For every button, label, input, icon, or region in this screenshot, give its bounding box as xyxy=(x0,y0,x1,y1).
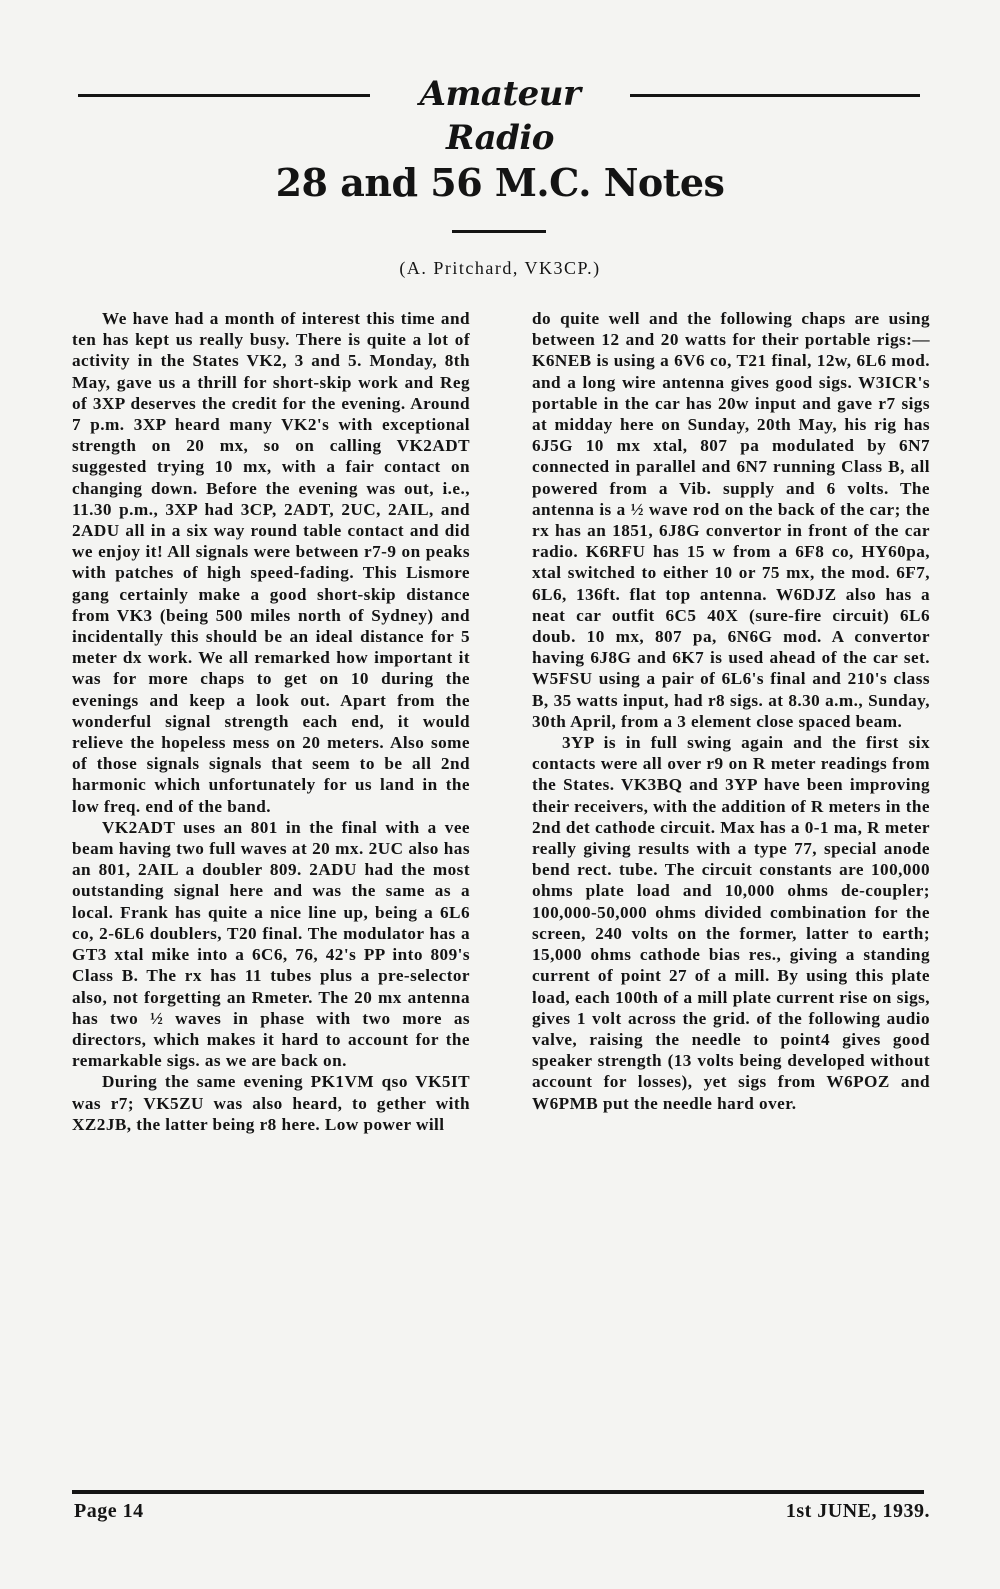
masthead-rule-right xyxy=(630,94,920,97)
page-number: Page 14 xyxy=(74,1500,144,1522)
masthead-logo: Amateur Radio xyxy=(419,74,581,158)
right-column xyxy=(532,308,930,1114)
footer-rule xyxy=(72,1490,924,1494)
article-title: 28 and 56 M.C. Notes xyxy=(275,160,725,205)
article-byline: (A. Pritchard, VK3CP.) xyxy=(399,258,601,278)
paragraph: VK2ADT uses an 801 in the final with a vee beam having two full waves at 20 mx. 2UC also has an 801, 2AIL a doubler 809. 2ADU had the most outstanding signal here and was the same as a local. Frank has quite a nice line up, being a 6L6 co, 2-6L6 doublers, T20 final. The modulator has a GT3 xtal mike into a 6C6, 76, 42's PP into 809's Class B. The rx has 11 tubes plus a pre-selector also, not forgetting an Rmeter. The 20 mx antenna has two ½ waves in phase with two more as directors, which makes it hard to account for the remarkable sigs. as we are back on. xyxy=(72,817,470,1071)
masthead-rule-left xyxy=(78,94,370,97)
left-column xyxy=(72,308,470,1135)
paragraph: 3YP is in full swing again and the first six contacts were all over r9 on R meter readings from the States. VK3BQ and 3YP have been improving their receivers, with the addition of R meters in the 2nd det cathode circuit. Max has a 0-1 ma, R meter really giving results with a type 77, special anode bend rect. tube. The circuit constants are 100,000 ohms plate load and 10,000 ohms de-coupler; 100,000-50,000 ohms divided combination for the screen, 240 volts on the former, latter to earth; 15,000 ohms cathode bias res., giving a standing current of point 27 of a mill. By using this plate load, each 100th of a mill plate current rise on sigs, gives 1 volt across the grid. of the following audio valve, raising the needle to point4 gives good speaker strength (13 volts being developed without account for losses), yet sigs from W6POZ and W6PMB put the needle hard over. xyxy=(532,733,930,1113)
masthead xyxy=(78,72,920,158)
paragraph: During the same evening PK1VM qso VK5IT was r7; VK5ZU was also heard, to gether with XZ2JB, the latter being r8 here. Low power will xyxy=(72,1072,470,1134)
title-underline xyxy=(452,230,546,233)
issue-date: 1st JUNE, 1939. xyxy=(785,1500,930,1522)
paragraph: We have had a month of interest this time and ten has kept us really busy. There is quite a lot of activity in the States VK2, 3 and 5. Monday, 8th May, gave us a thrill for short-skip work and Reg of 3XP deserves the credit for the evening. Around 7 p.m. 3XP heard many VK2's with exceptional strength on 20 mx, so on calling VK2ADT suggested trying 10 mx, with a fair contact on changing down. Before the evening was out, i.e., 11.30 p.m., 3XP had 3CP, 2ADT, 2UC, 2AIL, and 2ADU all in a six way round table contact and did we enjoy it! All signals were between r7-9 on peaks with patches of high speed-fading. This Lismore gang certainly make a good short-skip distance from VK3 (being 500 miles north of Sydney) and incidentally this should be an ideal distance for 5 meter dx work. We all remarked how important it was for more chaps to get on 10 during the evenings and keep a look out. Apart from the wonderful signal strength each end, it would relieve the hopeless mess on 20 meters. Also some of those signals signals that seem to be all 2nd harmonic which unfortunately for us land in the low freq. end of the band. xyxy=(72,309,470,816)
paragraph: do quite well and the following chaps are using between 12 and 20 watts for their portable rigs:—K6NEB is using a 6V6 co, T21 final, 12w, 6L6 mod. and a long wire antenna gives good sigs. W3ICR's portable in the car has 20w input and gave r7 sigs at midday here on Sunday, 20th May, his rig has 6J5G 10 mx xtal, 807 pa modulated by 6N7 connected in parallel and 6N7 running Class B, all powered from a Vib. supply and 6 volts. The antenna is a ½ wave rod on the back of the car; the rx has an 1851, 6J8G convertor in front of the car radio. K6RFU has 15 w from a 6F8 co, HY60pa, xtal switched to either 10 or 75 mx, the mod. 6F7, 6L6, 136ft. flat top antenna. W6DJZ also has a neat car outfit 6C5 40X (sure-fire circuit) 6L6 doub. 10 mx, 807 pa, 6N6G mod. A convertor having 6J8G and 6K7 is used ahead of the car set. W5FSU using a pair of 6L6's final and 210's class B, 35 watts input, had r8 sigs. at 8.30 a.m., Sunday, 30th April, from a 3 element close spaced beam. xyxy=(532,309,930,731)
